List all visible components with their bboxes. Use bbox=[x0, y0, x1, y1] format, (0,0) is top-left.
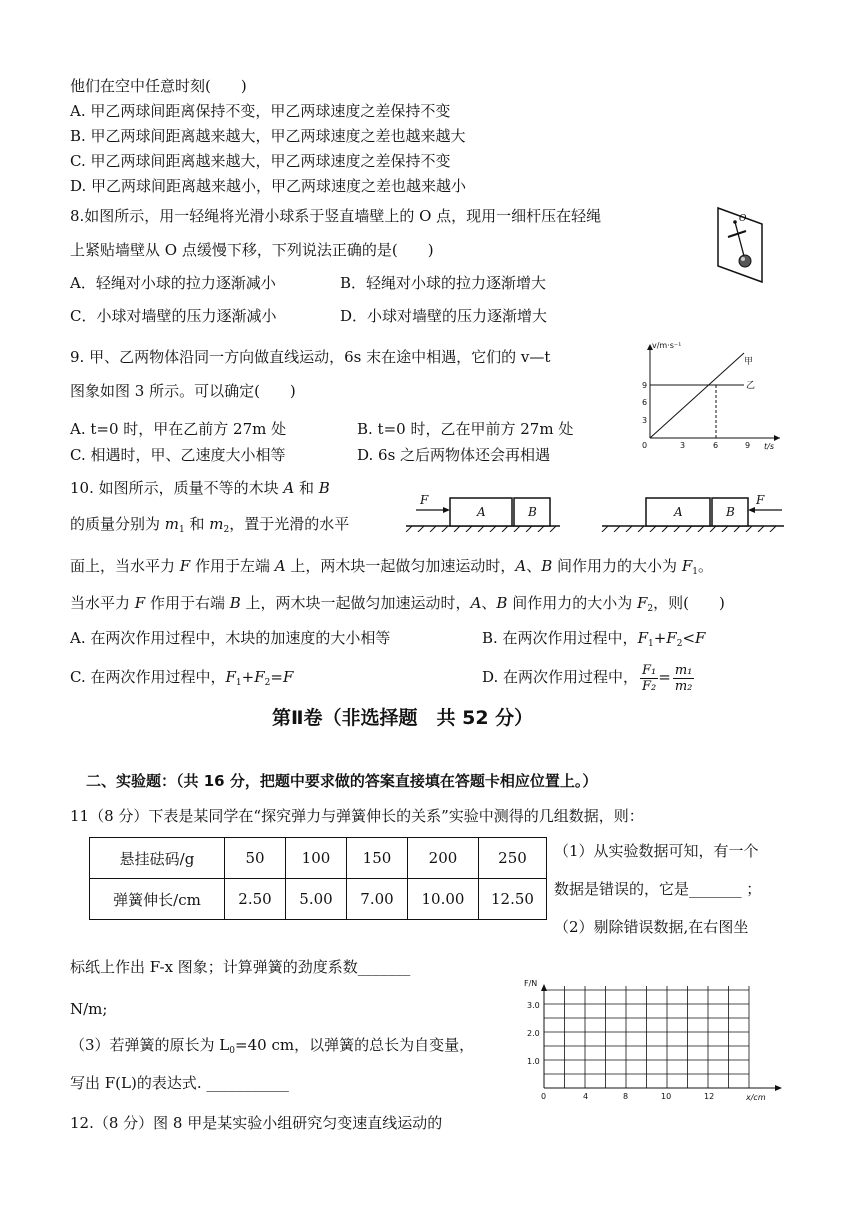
q9-graph-origin: 0 bbox=[642, 441, 648, 450]
q9-graph-series-jia: 甲 bbox=[744, 357, 754, 367]
q10-option-b: B. 在两次作用过程中，$F_1+F_2<F$ bbox=[482, 629, 706, 649]
q10-fig-block-a-left: A bbox=[477, 505, 486, 519]
table-cell: 7.00 bbox=[347, 879, 408, 920]
table-cell: 100 bbox=[286, 838, 347, 879]
q11-grid-ytick-1: 1.0 bbox=[527, 1057, 540, 1066]
table-cell: 弹簧伸长/cm bbox=[90, 879, 225, 920]
q11-data-table bbox=[89, 837, 547, 920]
q8-point-o-label: O bbox=[739, 214, 747, 224]
table-cell: 5.00 bbox=[286, 879, 347, 920]
q9-graph-series-yi: 乙 bbox=[746, 381, 756, 391]
q10-stem-line4: 当水平力 F 作用于右端 B 上，两木块一起做匀加速运动时，A、B 间作用力的大小为 $F_2$，则( ) bbox=[70, 594, 725, 614]
q10-fig-force-right: F bbox=[756, 493, 765, 507]
q11-part3-line2: 写出 F(L)的表达式. ___________ bbox=[70, 1074, 289, 1092]
section-experiment-heading: 二、实验题：（共 16 分，把题中要求做的答案直接填在答题卡相应位置上。） bbox=[86, 772, 598, 790]
q10-stem-line2: 的质量分别为 $m_1$ 和 $m_2$，置于光滑的水平 bbox=[70, 515, 350, 535]
q11-part2-line2: 标纸上作出 F-x 图象；计算弹簧的劲度系数_______ bbox=[70, 958, 411, 976]
q9-graph-xlabel: t/s bbox=[764, 442, 774, 451]
q8-stem-line1: 8.如图所示，用一轻绳将光滑小球系于竖直墙壁上的 O 点，现用一细杆压在轻绳 bbox=[70, 207, 602, 225]
part2-title: 第Ⅱ卷（非选择题 共 52 分） bbox=[272, 707, 534, 729]
q11-part1-line1: （1）从实验数据可知，有一个 bbox=[554, 842, 759, 860]
q9-graph-xtick-6: 6 bbox=[713, 441, 719, 450]
q9-vt-graph bbox=[640, 338, 790, 458]
table-cell: 10.00 bbox=[408, 879, 479, 920]
q9-graph-xtick-9: 9 bbox=[745, 441, 751, 450]
table-cell: 250 bbox=[479, 838, 547, 879]
q9-option-b: B. t=0 时，乙在甲前方 27m 处 bbox=[357, 420, 574, 438]
q9-graph-ytick-3: 3 bbox=[642, 416, 648, 425]
q10-fig-force-left: F bbox=[420, 493, 429, 507]
q7-stem-end: 他们在空中任意时刻( ) bbox=[70, 77, 247, 95]
q10-option-a: A. 在两次作用过程中，木块的加速度的大小相等 bbox=[70, 629, 391, 647]
q7-option-c: C. 甲乙两球间距离越来越大，甲乙两球速度之差保持不变 bbox=[70, 152, 451, 170]
q11-part2-line3: N/m; bbox=[70, 1000, 108, 1018]
q10-stem-line3: 面上，当水平力 F 作用于左端 A 上，两木块一起做匀加速运动时，A、B 间作用力的大小为 $F_1$。 bbox=[70, 557, 713, 577]
q10-fig-block-b-left: B bbox=[528, 505, 537, 519]
q9-option-d: D. 6s 之后两物体还会再相遇 bbox=[357, 446, 551, 464]
q11-grid-xtick-0: 0 bbox=[541, 1092, 547, 1101]
q11-grid-ytick-2: 2.0 bbox=[527, 1029, 540, 1038]
table-cell: 2.50 bbox=[225, 879, 286, 920]
q8-option-d: D．小球对墙壁的压力逐渐增大 bbox=[340, 307, 548, 325]
q11-grid-xtick-10: 10 bbox=[661, 1092, 672, 1101]
q9-option-c: C. 相遇时，甲、乙速度大小相等 bbox=[70, 446, 286, 464]
q11-part2-line1: （2）剔除错误数据,在右图坐 bbox=[554, 918, 749, 936]
table-cell: 12.50 bbox=[479, 879, 547, 920]
q9-stem-line2: 图象如图 3 所示。可以确定( ) bbox=[70, 382, 296, 400]
table-row bbox=[90, 879, 547, 920]
q11-grid-ylabel: F/N bbox=[524, 979, 538, 988]
q9-graph-ytick-6: 6 bbox=[642, 398, 648, 407]
q9-option-a: A. t=0 时，甲在乙前方 27m 处 bbox=[70, 420, 287, 438]
q11-grid-xlabel: x/cm bbox=[746, 1093, 766, 1102]
q7-option-b: B. 甲乙两球间距离越来越大，甲乙两球速度之差也越来越大 bbox=[70, 127, 466, 145]
q12-stem-line1: 12.（8 分）图 8 甲是某实验小组研究匀变速直线运动的 bbox=[70, 1114, 443, 1132]
q11-part1-line2: 数据是错误的，它是_______ ； bbox=[554, 880, 762, 898]
q11-grid-xtick-4: 4 bbox=[583, 1092, 589, 1101]
q10-blocks-figure bbox=[404, 488, 790, 532]
q10-option-d: D. 在两次作用过程中， $\frac{\text{F₁}}{\text{F₂}}$ = $\frac{\text{m₁}}{\text{m₂}}$ bbox=[482, 662, 693, 694]
q11-grid-xtick-12: 12 bbox=[704, 1092, 715, 1101]
q9-stem-line1: 9. 甲、乙两物体沿同一方向做直线运动，6s 末在途中相遇，它们的 v—t bbox=[70, 348, 551, 366]
q11-part3-line1: （3）若弹簧的原长为 $L_0=40$ cm，以弹簧的总长为自变量， bbox=[70, 1036, 475, 1056]
table-cell: 悬挂砝码/g bbox=[90, 838, 225, 879]
q9-graph-ylabel: v/m·s⁻¹ bbox=[652, 341, 682, 350]
q11-grid-ytick-3: 3.0 bbox=[527, 1001, 540, 1010]
q8-wall-figure bbox=[708, 204, 772, 286]
q8-option-c: C．小球对墙壁的压力逐渐减小 bbox=[70, 307, 277, 325]
q10-fig-block-b-right: B bbox=[726, 505, 735, 519]
q8-stem-line2: 上紧贴墙壁从 O 点缓慢下移，下列说法正确的是( ) bbox=[70, 241, 434, 259]
q10-option-c: C. 在两次作用过程中，$F_1+F_2=F$ bbox=[70, 668, 294, 688]
q8-option-b: B．轻绳对小球的拉力逐渐增大 bbox=[340, 274, 547, 292]
q9-graph-xtick-3: 3 bbox=[680, 441, 686, 450]
q10-fig-block-a-right: A bbox=[674, 505, 683, 519]
q10-stem-line1: 10. 如图所示，质量不等的木块 A 和 B bbox=[70, 479, 330, 497]
table-cell: 150 bbox=[347, 838, 408, 879]
q11-grid-paper bbox=[518, 972, 788, 1104]
q11-intro: 11（8 分）下表是某同学在“探究弹力与弹簧伸长的关系”实验中测得的几组数据，则： bbox=[70, 807, 644, 825]
q11-grid-xtick-8: 8 bbox=[623, 1092, 629, 1101]
table-cell: 200 bbox=[408, 838, 479, 879]
q7-option-a: A. 甲乙两球间距离保持不变，甲乙两球速度之差保持不变 bbox=[70, 102, 451, 120]
q7-option-d: D. 甲乙两球间距离越来越小，甲乙两球速度之差也越来越小 bbox=[70, 177, 467, 195]
q8-option-a: A．轻绳对小球的拉力逐渐减小 bbox=[70, 274, 276, 292]
table-row bbox=[90, 838, 547, 879]
table-cell: 50 bbox=[225, 838, 286, 879]
q9-graph-ytick-9: 9 bbox=[642, 381, 648, 390]
